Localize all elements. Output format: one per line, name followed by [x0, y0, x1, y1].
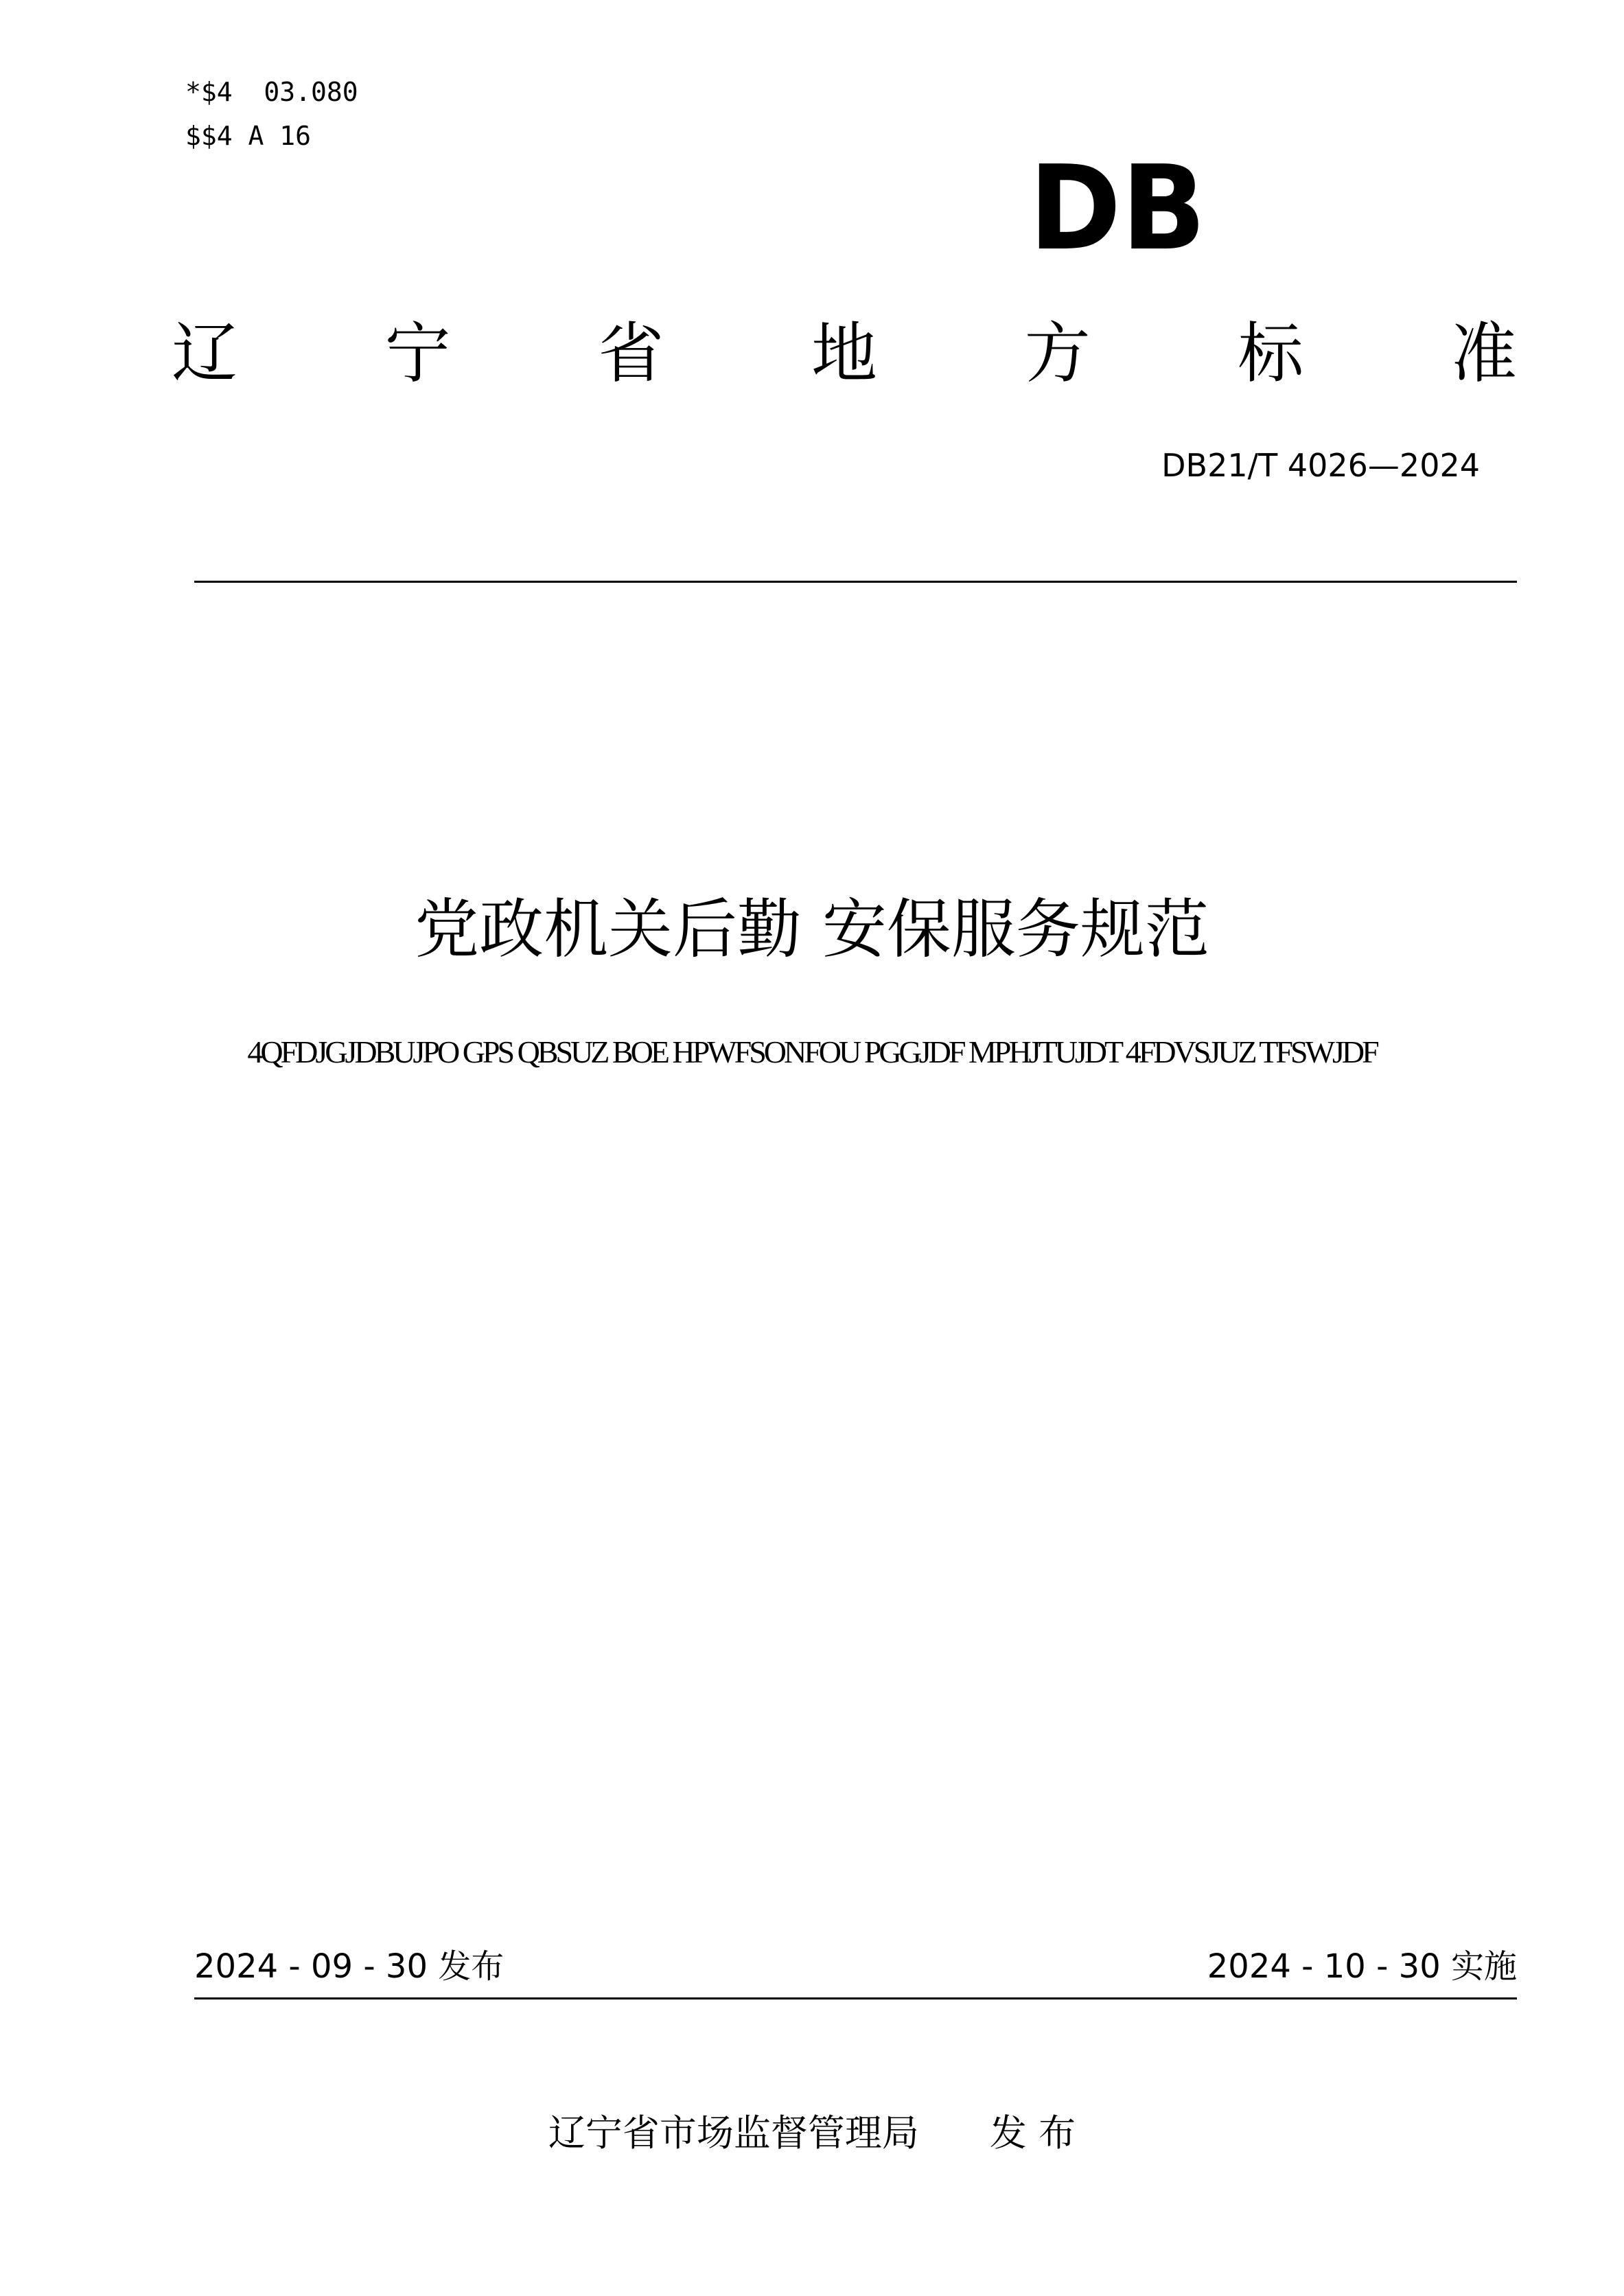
db-logo — [1028, 163, 1207, 253]
issue-date: 2024 - 09 - 30 发布 — [194, 1947, 504, 1986]
db-logo-text: DB — [1029, 163, 1206, 253]
title-english: 4QFDJGJDBUJPO GPS QBSUZ BOE HPWFSONFOU PGGJDF MPHJTUJDT 4FDVSJUZ TFSWJDF — [247, 1034, 1377, 1069]
implementation-date: 2024 - 10 - 30 实施 — [1207, 1947, 1517, 1986]
category-char: 宁 — [384, 315, 451, 392]
ccs-code: $$4 A 16 — [185, 121, 312, 151]
standard-number: DB21/T 4026—2024 — [1161, 447, 1480, 484]
top-divider — [194, 581, 1517, 583]
publisher: 辽宁省市场监督管理局 发 布 — [548, 2111, 1076, 2155]
category-char: 辽 — [172, 315, 237, 392]
category-char: 标 — [1238, 315, 1304, 392]
category-char: 地 — [811, 315, 877, 392]
category-char: 省 — [598, 315, 664, 392]
category-char: 准 — [1450, 315, 1517, 392]
ics-code: *$4 03.080 — [185, 77, 358, 107]
category-char: 方 — [1024, 315, 1091, 392]
title-chinese: 党政机关后勤 安保服务规范 — [415, 892, 1209, 967]
bottom-divider — [194, 1997, 1517, 1999]
standard-category — [172, 312, 1517, 395]
